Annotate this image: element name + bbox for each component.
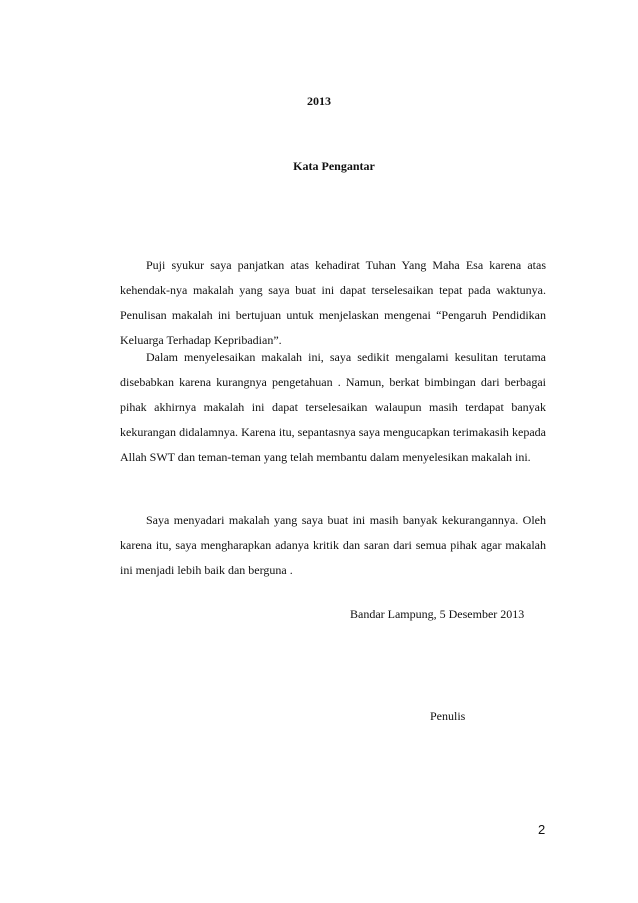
document-year: 2013 [307,94,331,108]
place-date: Bandar Lampung, 5 Desember 2013 [350,607,525,621]
signer-label: Penulis [430,709,466,723]
paragraph-1 [120,253,546,353]
paragraph-text: Saya menyadari makalah yang saya buat ini masih banyak kekurangannya. Oleh karena itu, saya mengharapkan adanya kritik dan saran dari semua pihak agar makalah ini menjadi lebih baik dan berguna . [120,513,546,577]
page-title: Kata Pengantar [293,159,375,173]
page-number: 2 [538,822,546,837]
paragraph-text: Puji syukur saya panjatkan atas kehadirat Tuhan Yang Maha Esa karena atas kehendak-nya makalah yang saya buat ini dapat terselesaikan tepat pada waktunya. Penulisan makalah ini bertujuan untuk menjelaskan mengenai “Pengaruh Pendidikan Keluarga Terhadap Kepribadian”. [120,258,546,347]
paragraph-text: Dalam menyelesaikan makalah ini, saya sedikit mengalami kesulitan terutama disebabkan karena kurangnya pengetahuan . Namun, berkat bimbingan dari berbagai pihak akhirnya makalah ini dapat terselesaikan walaupun masih terdapat banyak kekurangan didalamnya. Karena itu, sepantasnya saya mengucapkan terimakasih kepada Allah SWT dan teman-teman yang telah membantu dalam menyelesikan makalah ini. [120,350,546,464]
paragraph-2 [120,345,546,470]
paragraph-3 [120,508,546,583]
